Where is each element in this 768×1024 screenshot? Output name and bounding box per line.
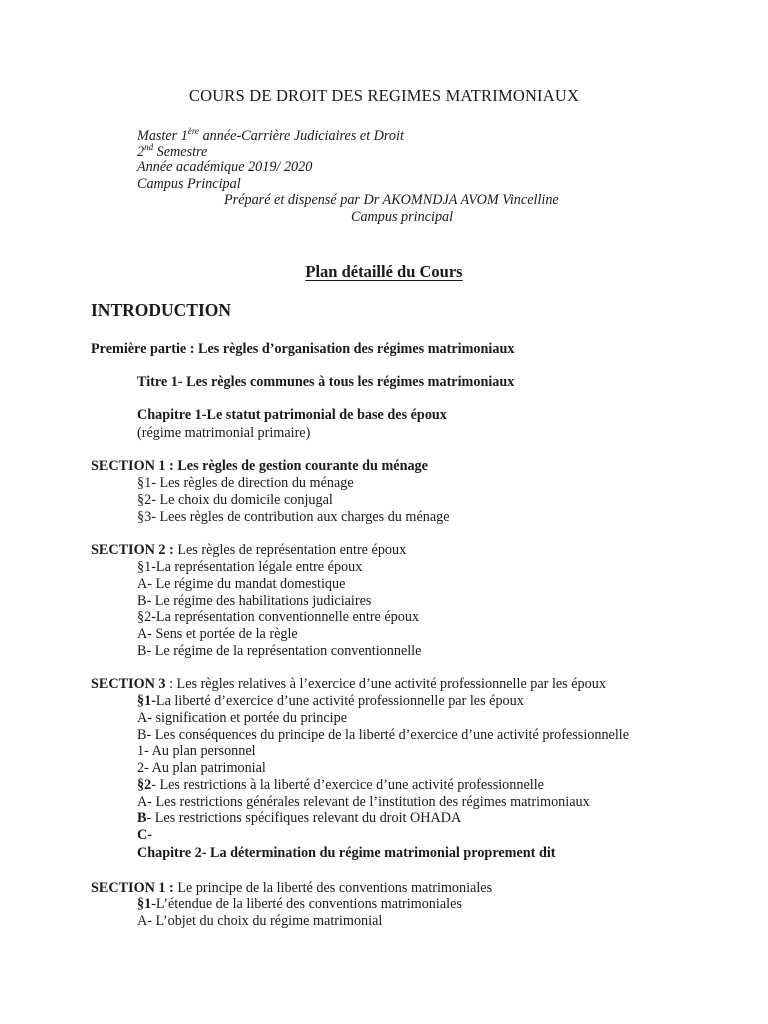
section-one-item: §2- Le choix du domicile conjugal <box>137 492 333 508</box>
section-three-item: A- signification et portée du principe <box>137 710 347 726</box>
chapter-two-section-one-paragraph: §1-L’étendue de la liberté des conventions matrimoniales <box>137 896 462 912</box>
section-two-item: §1-La représentation légale entre époux <box>137 559 363 575</box>
section-three-item: A- Les restrictions générales relevant de l’institution des régimes matrimoniaux <box>137 794 590 810</box>
section-one-item: §3- Lees règles de contribution aux charges du ménage <box>137 509 450 525</box>
titre-one-heading: Titre 1- Les règles communes à tous les régimes matrimoniaux <box>137 374 515 390</box>
course-title: COURS DE DROIT DES REGIMES MATRIMONIAUX <box>188 86 580 105</box>
section-three-item: C- <box>137 827 152 843</box>
section-one-heading: SECTION 1 : Les règles de gestion courante du ménage <box>91 458 428 474</box>
meta-academic-year: Année académique 2019/ 2020 <box>137 159 313 175</box>
part-one-heading: Première partie : Les règles d’organisation des régimes matrimoniaux <box>91 341 515 357</box>
section-three-paragraph-two: §2- Les restrictions à la liberté d’exercice d’une activité professionnelle <box>137 777 544 793</box>
chapter-one-heading: Chapitre 1-Le statut patrimonial de base des époux <box>137 407 447 423</box>
section-two-item: B- Le régime de la représentation conventionnelle <box>137 643 422 659</box>
section-three-paragraph-one: §1-La liberté d’exercice d’une activité professionnelle par les époux <box>137 693 524 709</box>
section-two-heading: SECTION 2 : Les règles de représentation entre époux <box>91 542 407 558</box>
chapter-two-section-one-heading: SECTION 1 : Le principe de la liberté des conventions matrimoniales <box>91 880 493 896</box>
section-three-heading: SECTION 3 : Les règles relatives à l’exercice d’une activité professionnelle par les époux <box>91 676 606 692</box>
chapter-two-heading: Chapitre 2- La détermination du régime matrimonial proprement dit <box>137 845 556 861</box>
section-two-item: A- Le régime du mandat domestique <box>137 576 346 592</box>
section-three-item: 1- Au plan personnel <box>137 743 256 759</box>
meta-campus-principal: Campus principal <box>351 209 454 225</box>
plan-heading: Plan détaillé du Cours <box>305 262 463 281</box>
meta-campus: Campus Principal <box>137 176 241 192</box>
section-two-item: B- Le régime des habilitations judiciaires <box>137 593 372 609</box>
section-three-item: B- Les restrictions spécifiques relevant du droit OHADA <box>137 810 462 826</box>
introduction-heading: INTRODUCTION <box>91 300 232 320</box>
section-three-item: B- Les conséquences du principe de la liberté d’exercice d’une activité professionnelle <box>137 727 630 743</box>
meta-program: Master 1ère année-Carrière Judiciaires et Droit <box>137 126 404 144</box>
section-one-item: §1- Les règles de direction du ménage <box>137 475 354 491</box>
section-two-item: §2-La représentation conventionnelle entre époux <box>137 609 420 625</box>
chapter-two-section-one-item: A- L’objet du choix du régime matrimonial <box>137 913 383 929</box>
chapter-one-subtitle: (régime matrimonial primaire) <box>137 425 311 441</box>
section-three-item: 2- Au plan patrimonial <box>137 760 266 776</box>
section-two-item: A- Sens et portée de la règle <box>137 626 298 642</box>
meta-semester: 2nd Semestre <box>137 142 208 160</box>
meta-author: Préparé et dispensé par Dr AKOMNDJA AVOM Vincelline <box>224 192 559 208</box>
